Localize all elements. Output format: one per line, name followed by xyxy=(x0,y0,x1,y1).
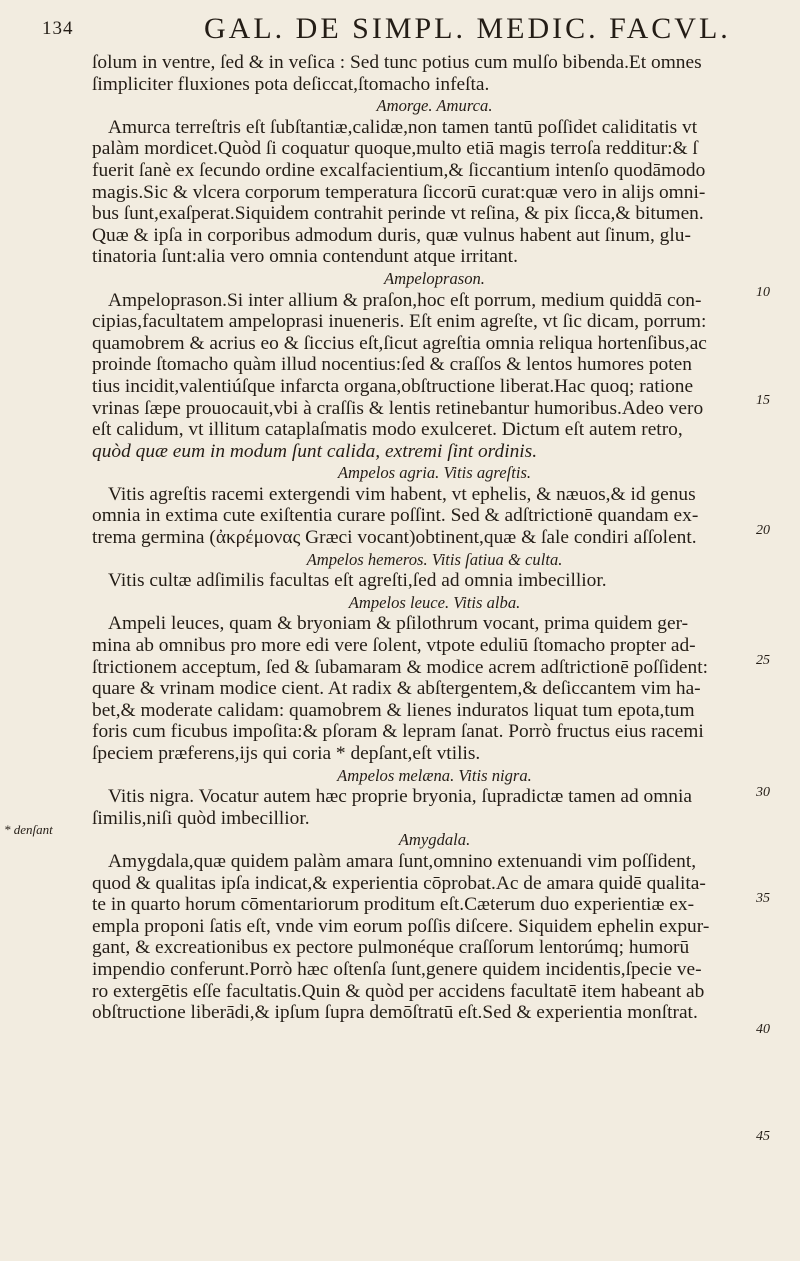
text-line: bus ſunt,exaſperat.Siquidem contrahit perinde vt reſina, & pix ſicca,& bitumen. xyxy=(92,203,704,225)
text-line: quamobrem & acrius eo & ſiccius eſt,ſicut agreſtia omnia reliqua hortenſibus,ac xyxy=(92,332,707,354)
text-line: omnia in extima cute exiſtentia curare poſſint. Sed & adſtrictionē quandam ex- xyxy=(92,505,699,527)
text-line: trema germina (ἀκρέμονας Græci vocant)obtinent,quæ & ſale condiri aſſolent. xyxy=(92,527,697,549)
text-line: Vitis nigra. Vocatur autem hæc proprie bryonia, ſupradictæ tamen ad omnia xyxy=(108,786,692,808)
text-line: tinatoria ſunt:alia vero omnia contendunt atque irritant. xyxy=(92,246,518,268)
text-line: eſt calidum, vt illitum cataplaſmatis modo exulceret. Dictum eſt autem retro, xyxy=(92,419,683,441)
page-header xyxy=(0,12,800,46)
line-number: 10 xyxy=(756,285,770,300)
text-line: Vitis cultæ adſimilis facultas eſt agreſti,ſed ad omnia imbecillior. xyxy=(108,570,607,592)
line-number: 30 xyxy=(756,785,770,800)
text-line: proinde ſtomacho quàm illud nocentius:ſed & craſſos & lentos humores poten xyxy=(92,354,692,376)
text-line: quare & vrinam modice cient. At radix & abſtergentem,& deſiccantem vim ha- xyxy=(92,678,701,700)
text-line: te in quarto horum cōmentariorum proditum eſt.Cæterum duo experientiæ ex- xyxy=(92,894,695,916)
line-number: 45 xyxy=(756,1129,770,1144)
text-line: obſtructione liberādi,& ipſum ſupra demōſtratū eſt.Sed & experientia monſtrat. xyxy=(92,1002,698,1024)
text-line: palàm mordicet.Quòd ſi coquatur quoque,multo etiā magis terroſa redditur:& ſ xyxy=(92,138,698,160)
text-line: Amurca terreſtris eſt ſubſtantiæ,calidæ,non tamen tantū poſſidet caliditatis vt xyxy=(108,116,698,138)
text-line: cipias,facultatem ampeloprasi inueneris. Eſt enim agreſte, vt ſic dicam, porrum: xyxy=(92,311,707,333)
text-line: foris cum ficubus impoſita:& pſoram & lepram ſanat. Porrò fructus eius racemi xyxy=(92,721,704,743)
text-line: magis.Sic & vlcera corporum temperatura ſiccorū curat:quæ vero in alijs omni- xyxy=(92,181,706,203)
section-heading-vitis-agrestis: Ampelos agria. Vitis agreſtis. xyxy=(337,463,532,483)
text-line: ſtrictionem acceptum, ſed & ſubamaram & modice acrem adſtrictionē poſſident: xyxy=(92,656,708,678)
text-line: Amygdala,quæ quidem palàm amara ſunt,omnino extenuandi vim poſſident, xyxy=(108,850,697,872)
text-line: ſolum in ventre, ſed & in veſica : Sed tunc potius cum mulſo bibenda.Et omnes xyxy=(92,52,702,73)
text-line: ſimilis,niſi quòd imbecillior. xyxy=(92,807,310,829)
margin-note: * denſant xyxy=(4,822,53,837)
section-heading-ampeloprason: Ampeloprason. xyxy=(384,268,485,288)
text-line: impendio conferunt.Porrò hæc oſtenſa ſunt,genere quidem incidentis,ſpecie ve- xyxy=(92,958,702,980)
text-line: mina ab omnibus pro more edi vere ſolent, vtpote eduliū ſtomacho propter ad- xyxy=(92,635,696,657)
text-line: vrinas ſæpe prouocauit,vbi à craſſis & lentis retinebantur humoribus.Adeo vero xyxy=(92,397,704,419)
page-number: 134 xyxy=(42,18,74,39)
text-line: Vitis agreſtis racemi extergendi vim habent, vt ephelis, & næuos,& id genus xyxy=(108,483,696,505)
section-heading-amygdala: Amygdala. xyxy=(398,830,471,850)
line-number: 20 xyxy=(756,523,770,538)
text-line: Ampeli leuces, quam & bryoniam & pſilothrum vocant, prima quidem ger- xyxy=(108,613,689,635)
text-line: tius incidit,valentiúſque infarcta organa,obſtructione liberat.Hac quoq; ratione xyxy=(92,375,694,397)
line-number: 15 xyxy=(756,393,770,408)
text-line: ro extergētis eſſe facultatis.Quin & quòd per accidens facultatē item habeant ab xyxy=(92,980,705,1002)
text-line: ſimpliciter fluxiones pota deſiccat,ſtomacho infeſta. xyxy=(92,73,490,95)
section-heading-vitis-nigra: Ampelos melæna. Vitis nigra. xyxy=(337,765,532,785)
text-line: quod & qualitas ipſa indicat,& experientia cōprobat.Ac de amara quidē qualita- xyxy=(92,872,706,894)
text-line: Ampeloprason.Si inter allium & praſon,hoc eſt porrum, medium quiddā con- xyxy=(108,289,702,311)
section-heading-vitis-alba: Ampelos leuce. Vitis alba. xyxy=(348,592,521,612)
running-head: GAL. DE SIMPL. MEDIC. FACVL. xyxy=(204,12,731,45)
line-number: 35 xyxy=(756,891,770,906)
line-number: 25 xyxy=(756,653,770,668)
line-number: 40 xyxy=(756,1022,770,1037)
section-heading-amurca: Amorge. Amurca. xyxy=(376,96,493,116)
body-text xyxy=(92,52,777,1024)
text-line: fuerit ſanè ex ſecundo ordine excalfacientium,& ſiccantium intenſo quodāmodo xyxy=(92,159,706,181)
text-line: empla proponi ſatis eſt, vnde vim eorum poſſis diſcere. Siquidem ephelin expur- xyxy=(92,915,710,937)
text-line: Quæ & ipſa in corporibus admodum duris, quæ vulnus habent aut ſinum, glu- xyxy=(92,224,691,246)
text-line: quòd quæ eum in modum ſunt calida, extremi ſint ordinis. xyxy=(92,440,538,462)
text-line: gant, & excreationibus ex pectore pulmonéque craſſorum lentorúmq; humorū xyxy=(92,937,690,959)
text-line: bet,& moderate calidam: quamobrem & lienes induratos liquat tum epota,tum xyxy=(92,699,695,721)
text-line: ſpeciem præferens,ijs qui coria * depſant,eſt vtilis. xyxy=(92,743,481,764)
section-heading-vitis-sativa: Ampelos hemeros. Vitis ſatiua & culta. xyxy=(306,549,563,569)
